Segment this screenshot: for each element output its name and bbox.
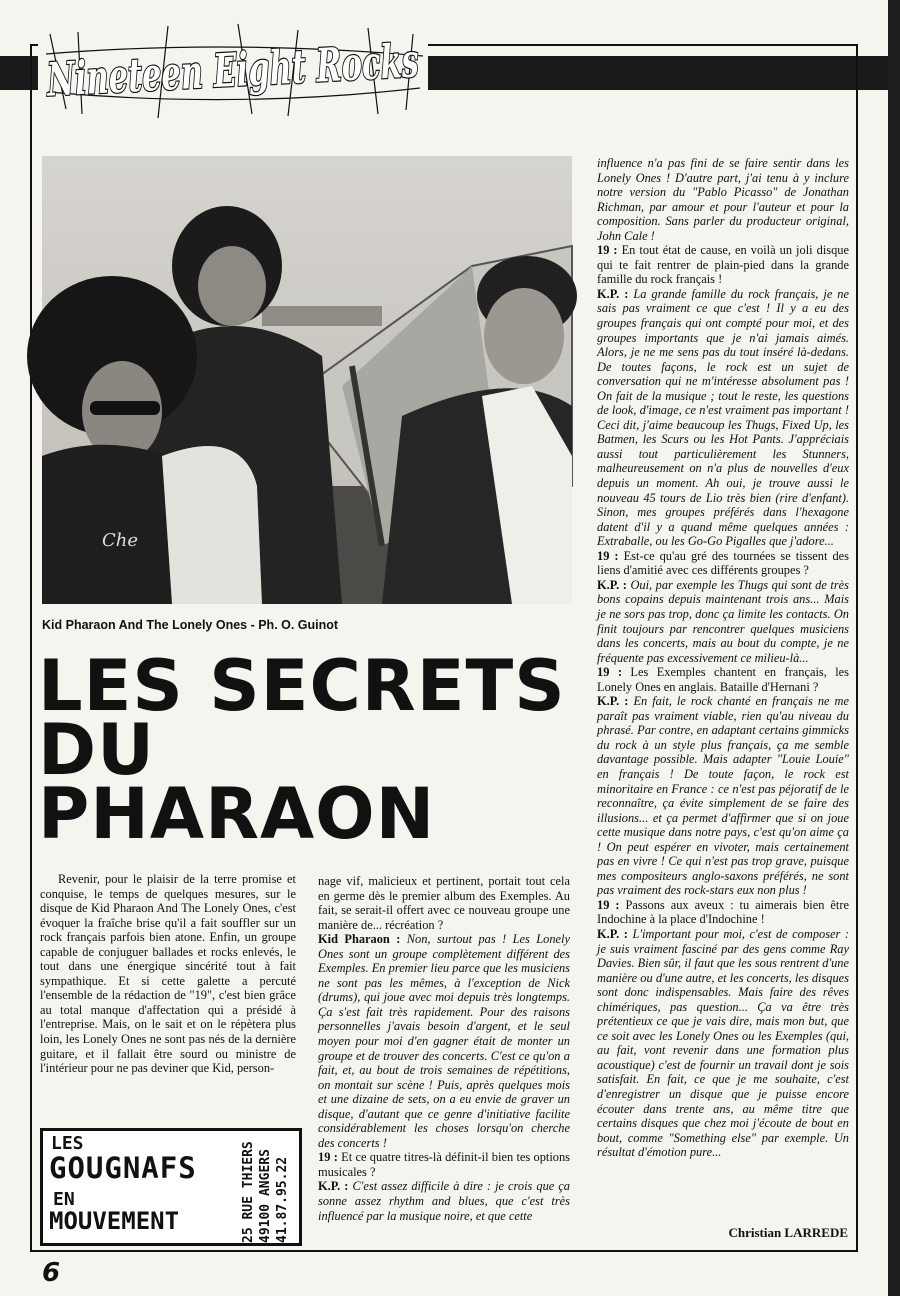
answer-continuation: influence n'a pas fini de se faire sentir dans les Lonely Ones ! D'autre part, j'ai tenu à y inclure notre version du "Pablo Picasso" de Jonathan Richman, par amour et pour l'auteur et pour la composition. Sans parler du producteur original, John Cale ! xyxy=(597,156,849,243)
intro-continuation: nage vif, malicieux et pertinent, portait tout cela en germe dès le premier album des Exemples. Au fait, se serait-il offert avec ce nouveau groupe une manière de... récréation ? xyxy=(318,874,570,932)
question-2 xyxy=(318,1150,570,1179)
ad-address-1: 25 RUE THIERS xyxy=(241,1141,256,1243)
speaker-label: 19 : xyxy=(318,1150,338,1165)
question-text: Les Exemples chantent en français, les Lonely Ones en anglais. Bataille d'Hernani ? xyxy=(597,665,849,694)
masthead-title: Nineteen Eight Rocks xyxy=(45,23,610,107)
ad-phone: 41.87.95.22 xyxy=(275,1156,290,1243)
speaker-label: 19 : xyxy=(597,665,622,680)
headline-line-2: DU xyxy=(38,709,155,791)
headline-line-3: PHARAON xyxy=(38,773,436,855)
question-2 xyxy=(597,549,849,578)
answer-4 xyxy=(597,927,849,1160)
question-text: Est-ce qu'au gré des tournées se tissent des liens d'amitié avec ces différents groupes ? xyxy=(597,548,849,578)
speaker-label: K.P. : xyxy=(597,286,629,301)
question-1 xyxy=(597,243,849,287)
masthead-logo xyxy=(38,14,610,122)
answer-1 xyxy=(318,932,570,1150)
answer-2 xyxy=(318,1179,570,1223)
answer-text: Non, surtout pas ! Les Lonely Ones sont un groupe complètement différent des Exemples. En premier lieu parce que les musiciens ne sont pas les mêmes, à l'exception de Nick (drums), qui joue avec moi depuis très longtemps. Ça s'est fait très rapidement. Pour des raisons personnelles j'avais besoin d'argent, et le seul moyen pour moi d'en gagner était de monter un groupe et de trouver des concerts. C'est ce qu'on a fait, et, au bout de trois semaines de répétitions, on montait sur scène ! Puis, après quelques mois et une dizaine de sets, on a eu envie de graver un disque, d'autant que ce genre d'initiative facilite considérablement les choses lorsqu'on cherche des concerts ! xyxy=(318,932,570,1150)
ad-address-2: 49100 ANGERS xyxy=(258,1149,273,1243)
speaker-label: K.P. : xyxy=(318,1179,349,1194)
ad-line-4: MOUVEMENT xyxy=(49,1207,180,1235)
question-text: Et ce quatre titres-là définit-il bien tes options musicales ? xyxy=(318,1150,570,1179)
question-4 xyxy=(597,898,849,927)
answer-text: Oui, par exemple les Thugs qui sont de très bons copains depuis maintenant trois ans... Mais je ne sors pas trop, donc ça limite les contacts. On finit toujours par rencontrer quelques musiciens dans les concerts, mais au bout du compte, je ne fréquente pas excessivement ce milieu-là... xyxy=(597,577,849,665)
frame-right-line xyxy=(856,44,858,1252)
question-text: En tout état de cause, en voilà un joli disque qui te fait rentrer de plain-pied dans la grande famille du rock français ! xyxy=(597,243,849,287)
photo-caption: Kid Pharaon And The Lonely Ones - Ph. O. Guinot xyxy=(42,618,339,632)
speaker-label: Kid Pharaon : xyxy=(318,932,401,947)
frame-bottom-line xyxy=(30,1250,858,1252)
speaker-label: K.P. : xyxy=(597,926,628,941)
intro-paragraph: Revenir, pour le plaisir de la terre promise et conquise, le temps de quelques mesures, sur le disque de Kid Pharaon And The Lonely Ones, c'est évoquer la fraîche brise qu'il a fait souffler sur un rock français parfois bien atone. Enfin, un groupe capable de conjuguer ballades et rocks enlevés, le tout dans une énergique sincérité tout à fait sympathique. Et si cette galette a percuté l'ensemble de la rédaction de "19", c'est bien grâce au total manque d'affectation qui a présidé à l'entreprise. Mais, on le sait et on le répètera plus loin, les Lonely Ones ne sont pas nés de la dernière guitare, et il fallait être sourd ou ministre de l'intérieur pour ne pas deviner que Kid, person- xyxy=(40,872,296,1076)
page-edge-shadow xyxy=(888,0,900,1296)
column-3 xyxy=(597,156,849,1160)
jacket-text: Che xyxy=(102,530,139,551)
question-3 xyxy=(597,665,849,694)
band-photo xyxy=(42,156,572,604)
speaker-label: K.P. : xyxy=(597,694,629,709)
gougnafs-ad xyxy=(40,1128,302,1246)
ad-line-1: LES xyxy=(51,1133,84,1154)
page-number: 6 xyxy=(42,1258,61,1288)
author-signature: Christian LARREDE xyxy=(728,1225,848,1240)
speaker-label: 19 : xyxy=(597,548,619,563)
answer-text: La grande famille du rock français, je ne sais pas vraiment ce que c'est ! Il y a eu des groupes français qui ont compté pour moi, et des groupes importants que je n'ai jamais aimés. Alors, je ne me sens pas du tout inséré là-dedans. De toutes façons, le rock est un sujet de conversation qui ne m'intéresse absolument pas ! On fait de la musique ; tout le reste, les questions de look, d'image, ce n'est vraiment pas important ! Ceci dit, j'aime beaucoup les Thugs, Fixed Up, les Batmen, les Scurs ou les Hot Pants. J'appréciais aussi tout particulièrement les Stunners, malheureusement on n'a plus de nouvelles d'eux depuis un moment. Ah oui, je trouve aussi le nouveau 45 tours de Lio très bien (rire d'enfant). Sinon, mes groupes préférés dans l'hexagone datent d'il y a quand même quelques années : Extraballe, ou les Go-Go Pigalles que j'adore... xyxy=(597,286,849,549)
answer-text: En fait, le rock chanté en français ne me paraît pas vraiment viable, rien qu'au niveau du phrasé. Par contre, en adaptant certains gimmicks du rock à un style plus français, ça me semble davantage possible. Mais adapter "Louie Louie" en français ! De toute façon, le rock est minoritaire en France : ce n'est pas péjoratif de le reconnaître, ça évite simplement de se faire des illusions... et ça permet d'affirmer que si on joue cette musique dans notre pays, c'est qu'on aime ça ! On peut espérer en vivoter, mais certainement pas en vivre ! Ce qui n'est pas trop grave, puisque mes compositeurs anglo-saxons préférés, ne sont pas vraiment des rock-stars eux non plus ! xyxy=(597,694,849,898)
speaker-label: 19 : xyxy=(597,897,620,912)
ad-line-2: GOUGNAFS xyxy=(49,1151,197,1185)
answer-text: C'est assez difficile à dire : je crois que ça sonne assez rhythm and blues, que c'est très influencé par la musique noire, et que cette xyxy=(318,1179,570,1223)
column-2 xyxy=(318,874,570,1223)
band-photo-illustration xyxy=(42,156,572,604)
answer-text: L'important pour moi, c'est de composer : je suis vraiment fasciné par des gens comme Ray Davies. Bien sûr, il faut que les sous rentrent d'une manière ou d'une autre, et les concerts, les disques sont donc indispensables. Mais faire des rêves chimériques, pas question... Ça va être très prétentieux ce que je vais dire, mais mon but, que ce soit avec les Lonely Ones ou les Exemples (qui, au fait, vont revenir dans une formation plus acoustique) c'est de fournir un travail dont je sois satisfait. En fait, ce que je me souhaite, c'est d'enregistrer un disque que je puisse encore écouter dans trente ans, au même titre que certains disques que chez moi j'écoute de bout en bout, comme "Something else" par exemple. Un résultat d'émotion pure... xyxy=(597,926,849,1160)
article-headline xyxy=(38,645,578,855)
ad-line-3: EN xyxy=(53,1189,75,1210)
speaker-label: 19 : xyxy=(597,243,618,258)
answer-2 xyxy=(597,578,849,665)
answer-3 xyxy=(597,694,849,898)
frame-left-line xyxy=(30,44,32,1252)
headline-line-1: LES SECRETS xyxy=(38,645,566,727)
question-text: Passons aux aveux : tu aimerais bien être Indochine à la place d'Indochine ! xyxy=(597,897,849,927)
answer-1 xyxy=(597,287,849,549)
column-1 xyxy=(40,872,296,1076)
speaker-label: K.P. : xyxy=(597,577,627,592)
